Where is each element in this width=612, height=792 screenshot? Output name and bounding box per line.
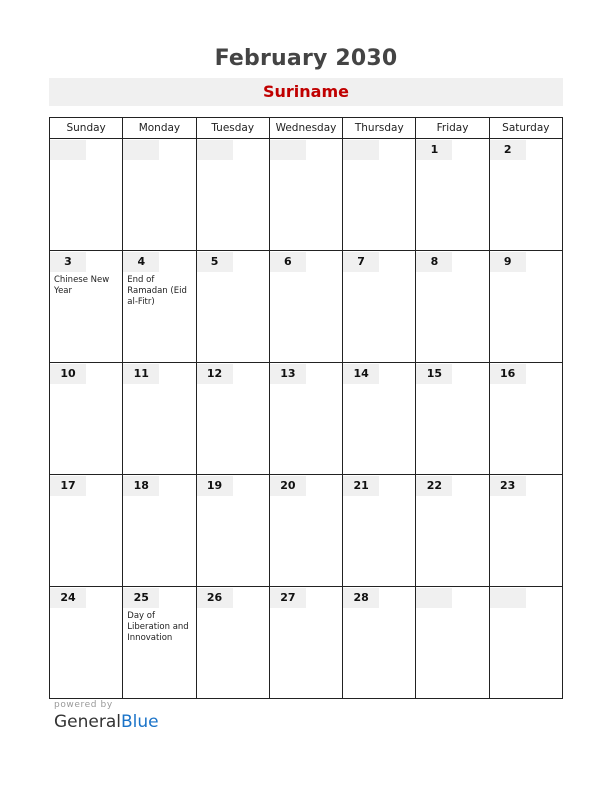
day-cell: [50, 587, 123, 699]
day-cell: [269, 251, 342, 363]
day-cell: [123, 363, 196, 475]
day-number: 3: [50, 252, 86, 272]
weekday-thursday: Thursday: [343, 118, 416, 139]
day-cell: [269, 475, 342, 587]
weekday-monday: Monday: [123, 118, 196, 139]
day-number: 18: [123, 476, 159, 496]
day-cell: [196, 475, 269, 587]
holiday-label: End of Ramadan (Eid al-Fitr): [127, 275, 187, 307]
calendar-week-row: [50, 139, 563, 251]
day-number: 28: [343, 588, 379, 608]
day-number: 17: [50, 476, 86, 496]
day-number: 27: [270, 588, 306, 608]
day-cell: [196, 587, 269, 699]
weekday-friday: Friday: [416, 118, 489, 139]
day-cell: [50, 363, 123, 475]
day-cell: [123, 587, 196, 699]
day-number: 2: [490, 140, 526, 160]
footer: [54, 700, 159, 732]
day-number: 22: [416, 476, 452, 496]
holiday-label: Day of Liberation and Innovation: [127, 611, 189, 643]
weekday-tuesday: Tuesday: [196, 118, 269, 139]
calendar-week-row: [50, 587, 563, 699]
calendar-week-row: [50, 363, 563, 475]
day-number: 5: [197, 252, 233, 272]
day-cell: [489, 587, 562, 699]
day-number: 14: [343, 364, 379, 384]
day-number: [416, 588, 452, 608]
day-cell: [343, 251, 416, 363]
day-number: 21: [343, 476, 379, 496]
brand-logo[interactable]: [54, 712, 159, 732]
day-cell: [489, 251, 562, 363]
day-cell: [50, 251, 123, 363]
day-cell: [123, 139, 196, 251]
day-cell: [196, 363, 269, 475]
day-number: 13: [270, 364, 306, 384]
day-number: [490, 588, 526, 608]
day-number: [197, 140, 233, 160]
day-cell: [343, 587, 416, 699]
day-number: 6: [270, 252, 306, 272]
calendar-week-row: [50, 475, 563, 587]
weekday-wednesday: Wednesday: [269, 118, 342, 139]
day-cell: [416, 363, 489, 475]
holiday-label: Chinese New Year: [54, 275, 110, 296]
day-cell: [50, 139, 123, 251]
day-cell: [416, 251, 489, 363]
day-number: 11: [123, 364, 159, 384]
country-name: Suriname: [263, 82, 349, 101]
day-cell: [269, 363, 342, 475]
day-cell: [269, 587, 342, 699]
day-cell: [123, 475, 196, 587]
day-cell: [269, 139, 342, 251]
brand-blue: Blue: [121, 712, 159, 732]
weekday-sunday: Sunday: [50, 118, 123, 139]
day-number: 19: [197, 476, 233, 496]
day-number: 12: [197, 364, 233, 384]
day-number: 1: [416, 140, 452, 160]
powered-by-text: powered by: [54, 700, 113, 710]
brand-general: General: [54, 712, 121, 732]
day-cell: [196, 139, 269, 251]
day-cell: [123, 251, 196, 363]
day-cell: [416, 587, 489, 699]
day-cell: [50, 475, 123, 587]
day-cell: [343, 363, 416, 475]
day-number: 4: [123, 252, 159, 272]
day-cell: [489, 475, 562, 587]
day-number: 16: [490, 364, 526, 384]
day-cell: [489, 139, 562, 251]
calendar-grid: [49, 117, 563, 699]
day-number: 7: [343, 252, 379, 272]
day-number: [270, 140, 306, 160]
day-cell: [343, 139, 416, 251]
day-cell: [489, 363, 562, 475]
weekday-header-row: [50, 118, 563, 139]
day-number: [343, 140, 379, 160]
day-number: 20: [270, 476, 306, 496]
day-cell: [196, 251, 269, 363]
page-title: February 2030: [214, 46, 398, 71]
day-number: 9: [490, 252, 526, 272]
day-number: [50, 140, 86, 160]
day-number: 25: [123, 588, 159, 608]
day-number: 8: [416, 252, 452, 272]
country-banner: [49, 78, 563, 106]
calendar-week-row: [50, 251, 563, 363]
day-number: 15: [416, 364, 452, 384]
day-cell: [416, 475, 489, 587]
day-number: 10: [50, 364, 86, 384]
weekday-saturday: Saturday: [489, 118, 562, 139]
day-number: 23: [490, 476, 526, 496]
day-number: 24: [50, 588, 86, 608]
day-number: 26: [197, 588, 233, 608]
day-number: [123, 140, 159, 160]
day-cell: [416, 139, 489, 251]
day-cell: [343, 475, 416, 587]
